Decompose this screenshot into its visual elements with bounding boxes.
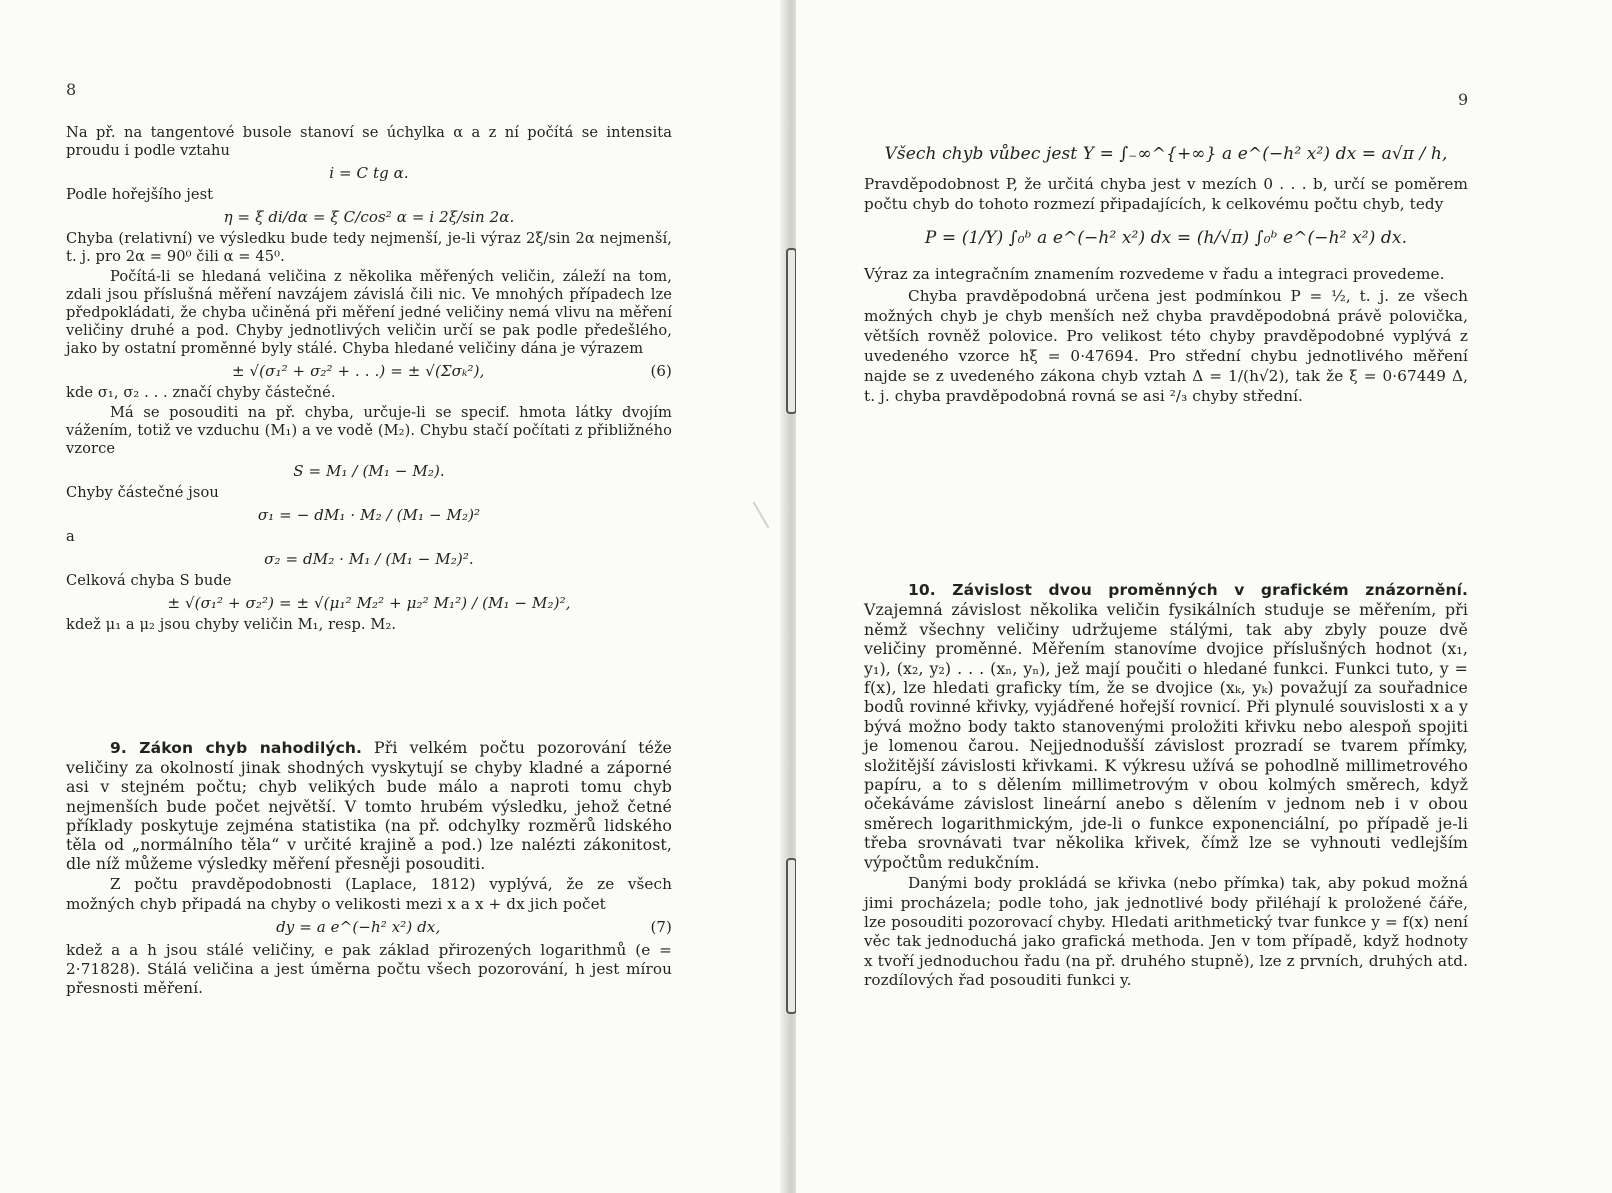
formula-S: S = M₁ / (M₁ − M₂).	[293, 462, 445, 480]
formula-total-error: ± √(σ₁² + σ₂²) = ± √(μ₁² M₂² + μ₂² M₁²) / (M₁ − M₂)²,	[167, 594, 571, 612]
formula-Y: Všech chyb vůbec jest Y = ∫₋∞^{+∞} a e^(−h² x²) dx = a√π / h,	[884, 144, 1448, 164]
section-9	[66, 738, 672, 1001]
text-paragraph: Chyba pravděpodobná určena jest podmínkou P = ½, t. j. ze všech možných chyb je chyb menších než chyba pravděpodobná právě polovička, větších rovněž polovice. Pro velikost této chyby pravděpodobné vyplývá z uvedeného vzorce hξ = 0·47694. Pro střední chybu jednotlivého měření najde se z uvedeného zákona chyb vztah Δ = 1/(h√2), tak že ξ = 0·67449 Δ, t. j. chyba pravděpodobná rovná se asi ²/₃ chyby střední.	[864, 287, 1468, 405]
text-line: Na př. na tangentové busole stanoví se úchylka α a z ní počítá se intensita proudu i podle vztahu	[66, 124, 672, 159]
section-10	[864, 580, 1468, 993]
section-heading: 9. Zákon chyb nahodilých.	[110, 739, 362, 757]
equation-number: (7)	[650, 917, 672, 936]
text-paragraph: Výraz za integračním znamením rozvedeme v řadu a integraci provedeme.	[864, 265, 1445, 283]
section-9-paragraph: 9. Zákon chyb nahodilých. Při velkém počtu pozorování téže veličiny za okolností jinak shodných vyskytují se chyby kladné a záporné asi v stejném počtu; chyb velikých bude málo a naproti tomu chyb nejmenších bude počet největší. V tomto hrubém výsledku, jehož četné příklady poskytuje zejména statistika (na př. odchylky rozměrů lidského těla od „normálního těla“ v určité krajině a pod.) lze nalézti zákonitost, dle níž můžeme výsledky měření přesněji posouditi.	[66, 738, 672, 874]
equation-number: (6)	[650, 362, 672, 380]
text-line: Podle hořejšího jest	[66, 186, 214, 203]
formula-sigma1: σ₁ = − dM₁ · M₂ / (M₁ − M₂)²	[257, 506, 481, 524]
text-paragraph: Pravděpodobnost P, že určitá chyba jest v mezích 0 . . . b, určí se poměrem počtu chyb do tohoto rozmezí připadajících, k celkovému počtu chyb, tedy	[864, 175, 1468, 213]
left-page	[0, 0, 786, 1193]
text-line: Chyby částečné jsou	[66, 484, 219, 501]
formula-sigma2: σ₂ = dM₂ · M₁ / (M₁ − M₂)².	[264, 550, 474, 568]
left-page-text	[66, 124, 672, 636]
text-paragraph: kdež a a h jsou stálé veličiny, e pak základ přirozených logarithmů (e = 2·71828). Stálá veličina a jest úměrna počtu všech pozorování, h jest mírou přesnosti měření.	[66, 941, 672, 998]
right-page	[796, 0, 1612, 1193]
section-heading: 10. Závislost dvou proměnných v grafickém znázornění.	[908, 581, 1468, 599]
section-10-paragraph: 10. Závislost dvou proměnných v grafickém znázornění. Vzajemná závislost několika veličin fysikálních studuje se měřením, při němž všechny veličiny udržujeme stálými, tak aby zbyly pouze dvě veličiny proměnné. Měřením stanovíme dvojice příslušných hodnot (x₁, y₁), (x₂, y₂) . . . (xₙ, yₙ), jež mají poučiti o hledané funkci. Funkci tuto, y = f(x), lze hledati graficky tím, že se dvojice (xₖ, yₖ) považují za souřadnice bodů rovinné křivky, vyjádřené hořejší rovnicí. Při plynulé souvislosti x a y bývá možno body takto stanovenými proložiti křivku nebo alespoň spojiti je lomenou čarou. Nejjednodušší závislost prozradí se tvarem přímky, složitější závislosti křivkami. K výkresu užívá se pohodlně millimetrového papíru, a to s dělením millimetrovým v obou kolmých směrech, když očekáváme závislost lineární anebo s dělením v jednom neb i v obou směrech logarithmickým, jde-li o funkce exponenciální, po případě je-li třeba srovnávati tvar několika křivek, čímž lze se vyhnouti vedlejším výpočtům redukčním.	[864, 581, 1468, 872]
formula-P: P = (1/Y) ∫₀ᵇ a e^(−h² x²) dx = (h/√π) ∫₀ᵇ e^(−h² x²) dx.	[924, 228, 1408, 248]
text-line: kdež μ₁ a μ₂ jsou chyby veličin M₁, resp. M₂.	[66, 616, 397, 633]
text-line: kde σ₁, σ₂ . . . značí chyby částečné.	[66, 384, 336, 401]
right-page-text	[864, 140, 1468, 408]
formula-6: (6) ± √(σ₁² + σ₂² + . . .) = ± √(Σσₖ²),	[231, 362, 672, 380]
formula-7: (7) dy = a e^(−h² x²) dx,	[276, 917, 672, 936]
text-paragraph: Danými body prokládá se křivka (nebo přímka) tak, aby pokud možná jimi procházela; podle toho, jak jednotlivé body přiléhají k proložené čáře, lze posouditi pozorovací chyby. Hledati arithmetický tvar funkce y = f(x) není věc tak jednoduchá jako grafická methoda. Jen v tom případě, když hodnoty x tvoří jednoduchou řadu (na př. druhého stupně), lze z prvních, druhých atd. rozdílových řad posouditi funkci y.	[864, 874, 1468, 990]
text-line: Celková chyba S bude	[66, 572, 232, 589]
text-paragraph: Počítá-li se hledaná veličina z několika měřených veličin, záleží na tom, zdali jsou příslušná měření navzájem závislá čili nic. Ve mnohých případech lze předpokládati, že chyba učiněná při měření jedné veličiny nemá vlivu na měření veličiny druhé a pod. Chyby jednotlivých veličin určí se pak podle předešlého, jako by ostatní proměnné byly stálé. Chyba hledané veličiny dána je výrazem	[66, 268, 672, 357]
text-line: a	[66, 528, 75, 545]
formula-i: i = C tg α.	[329, 164, 409, 182]
text-paragraph: Z počtu pravděpodobnosti (Laplace, 1812) vyplývá, že ze všech možných chyb připadá na chyby o velikosti mezi x a x + dx jich počet	[66, 875, 672, 913]
page-number-right: 9	[1458, 90, 1469, 109]
formula-eta: η = ξ di/dα = ξ C/cos² α = i 2ξ/sin 2α.	[223, 208, 515, 226]
text-paragraph: Chyba (relativní) ve výsledku bude tedy nejmenší, je-li výraz 2ξ/sin 2α nejmenší, t. j. pro 2α = 90⁰ čili α = 45⁰.	[66, 230, 672, 265]
text-paragraph: Má se posouditi na př. chyba, určuje-li se specif. hmota látky dvojím vážením, totiž ve vzduchu (M₁) a ve vodě (M₂). Chybu stačí počítati z přibližného vzorce	[66, 404, 672, 457]
page-number-left: 8	[66, 80, 77, 99]
